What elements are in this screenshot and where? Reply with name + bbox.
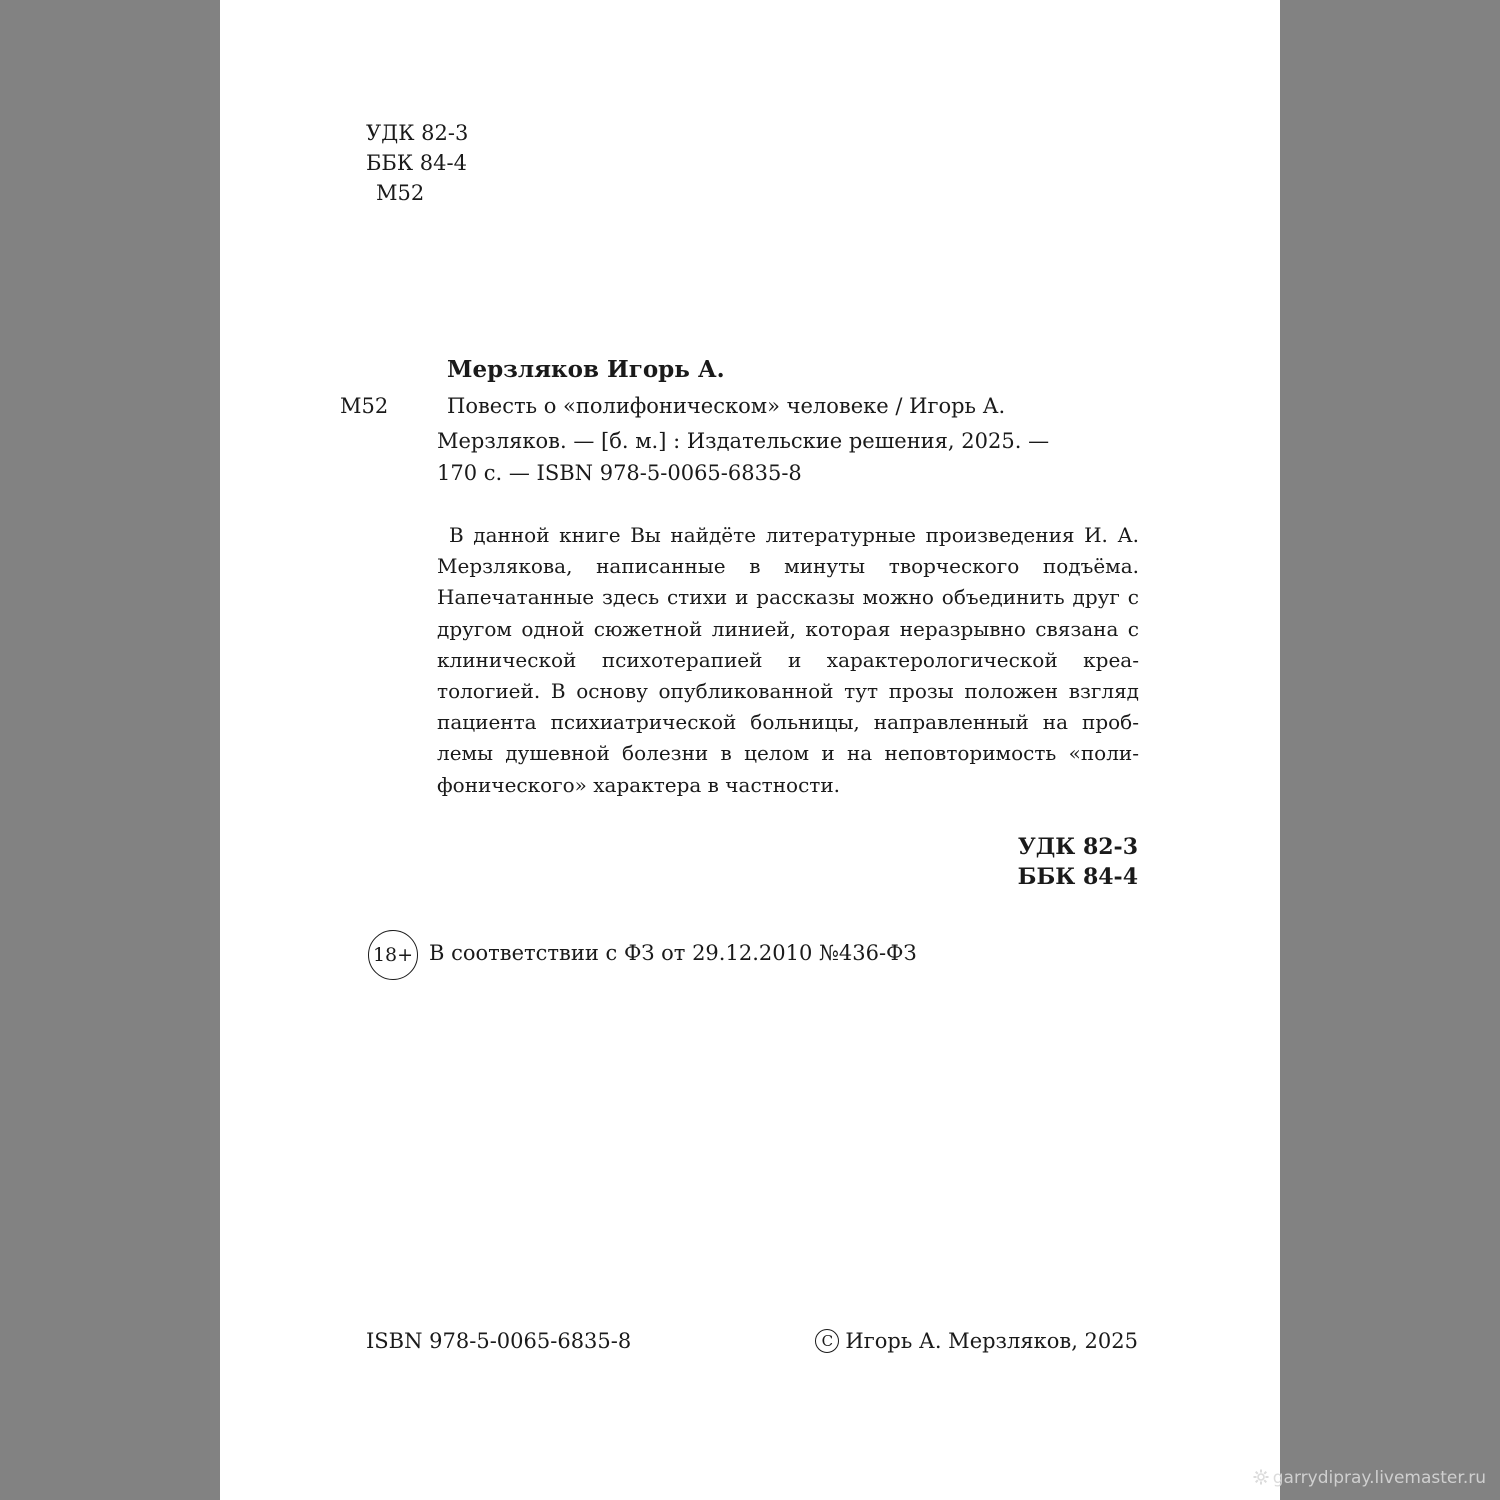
age-rating-badge: 18+ (368, 930, 418, 980)
book-page (220, 0, 1280, 1500)
age-rating-law: В соответствии с ФЗ от 29.12.2010 №436-ФЗ (429, 941, 917, 965)
udk-code: УДК 82-3 (366, 121, 469, 145)
copyright-text: Игорь А. Мерзляков, 2025 (845, 1329, 1138, 1353)
copyright-icon: C (815, 1329, 839, 1353)
gear-icon (1253, 1468, 1269, 1488)
catalog-udk: УДК 82-3 (1017, 834, 1138, 860)
copyright (815, 1326, 1138, 1356)
bibliographic-line: 170 с. — ISBN 978-5-0065-6835-8 (437, 461, 802, 485)
catalog-author-mark: М52 (340, 394, 389, 418)
catalog-author: Мерзляков Игорь А. (447, 356, 725, 383)
catalog-bbk: ББК 84-4 (1017, 864, 1138, 890)
annotation-paragraph: В данной книге Вы найдёте литературные произведения И. А. Мерзлякова, написанные в минуты творческого подъёма. Напечатанные здесь стихи и рассказы можно объединить друг с другом одной сюжетной линией, которая неразрывно связана с клинической психотерапией и характерологической креатологией. В основу опубликованной тут прозы положен взгляд пациента психиатрической больницы, направленный на проблемы душевной болезни в целом и на неповторимость «полифонического» характера в частности. (437, 523, 1139, 797)
watermark (1253, 1468, 1486, 1488)
bibliographic-line: Мерзляков. — [б. м.] : Издательские решения, 2025. — (437, 429, 1050, 453)
bbk-code: ББК 84-4 (366, 151, 467, 175)
bibliographic-line: Повесть о «полифоническом» человеке / Игорь А. (447, 394, 1006, 418)
author-mark: М52 (376, 181, 425, 205)
watermark-text: garrydipray.livemaster.ru (1272, 1468, 1486, 1488)
isbn: ISBN 978-5-0065-6835-8 (366, 1329, 632, 1353)
